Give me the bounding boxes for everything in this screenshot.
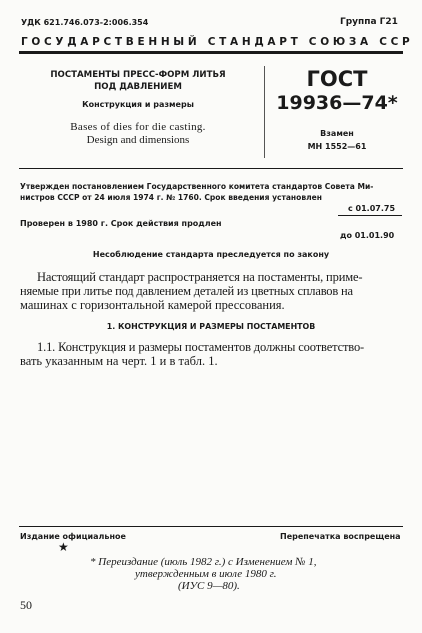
approval-line2: нистров СССР от 24 июля 1974 г. № 1760. Срок введения установлен [20, 193, 322, 202]
banner-rule [19, 51, 403, 54]
section-heading: 1. КОНСТРУКЦИЯ И РАЗМЕРЫ ПОСТАМЕНТОВ [106, 322, 316, 331]
expiry-date: до 01.01.90 [340, 231, 395, 240]
approval-line1: Утвержден постановлением Государственного комитета стандартов Совета Ми- [20, 182, 374, 191]
english-title-line1: Bases of dies for die casting. [70, 121, 206, 133]
replaces-value: МН 1552—61 [307, 142, 367, 151]
section-rule [19, 168, 403, 169]
gost-number: 19936—74* [276, 92, 398, 114]
group-code: Группа Г21 [340, 17, 398, 27]
reissue-note-line2: утвержденным в июле 1980 г. [135, 568, 277, 580]
footer-rule [19, 526, 403, 527]
intro-line2: няемые при литье под давлением деталей из цветных сплавов на [20, 284, 353, 298]
replaces-label: Взамен [320, 129, 354, 138]
intro-line3: машинах с горизонтальной камерой прессования. [20, 298, 285, 312]
reissue-note-line1: * Переиздание (июль 1982 г.) с Изменением № 1, [90, 556, 317, 568]
effective-date-rule [338, 215, 402, 216]
review-note: Проверен в 1980 г. Срок действия продлен [20, 219, 222, 228]
doc-subtitle: Конструкция и размеры [82, 100, 194, 109]
clause-1-1-line1: 1.1. Конструкция и размеры постаментов должны соответство- [37, 340, 365, 354]
doc-title-line2: ПОД ДАВЛЕНИЕМ [94, 82, 182, 92]
english-title-line2: Design and dimensions [86, 134, 190, 146]
star-icon: ★ [58, 540, 69, 554]
effective-date: с 01.07.75 [348, 204, 396, 213]
state-standard-banner: ГОСУДАРСТВЕННЫЙ СТАНДАРТ СОЮЗА ССР [21, 36, 414, 48]
gost-label: ГОСТ [306, 67, 368, 91]
law-warning: Несоблюдение стандарта преследуется по закону [92, 250, 330, 259]
doc-title-line1: ПОСТАМЕНТЫ ПРЕСС-ФОРМ ЛИТЬЯ [50, 70, 226, 80]
udk-code: УДК 621.746.073-2:006.354 [21, 18, 149, 27]
intro-line1: Настоящий стандарт распространяется на постаменты, приме- [37, 270, 363, 284]
title-divider [264, 66, 265, 158]
clause-1-1-line2: вать указанным на черт. 1 и в табл. 1. [20, 354, 218, 368]
page-number: 50 [20, 598, 32, 612]
reprint-prohibited: Перепечатка воспрещена [280, 532, 401, 541]
reissue-note-line3: (ИУС 9—80). [178, 580, 240, 592]
official-edition: Издание официальное [20, 532, 126, 541]
